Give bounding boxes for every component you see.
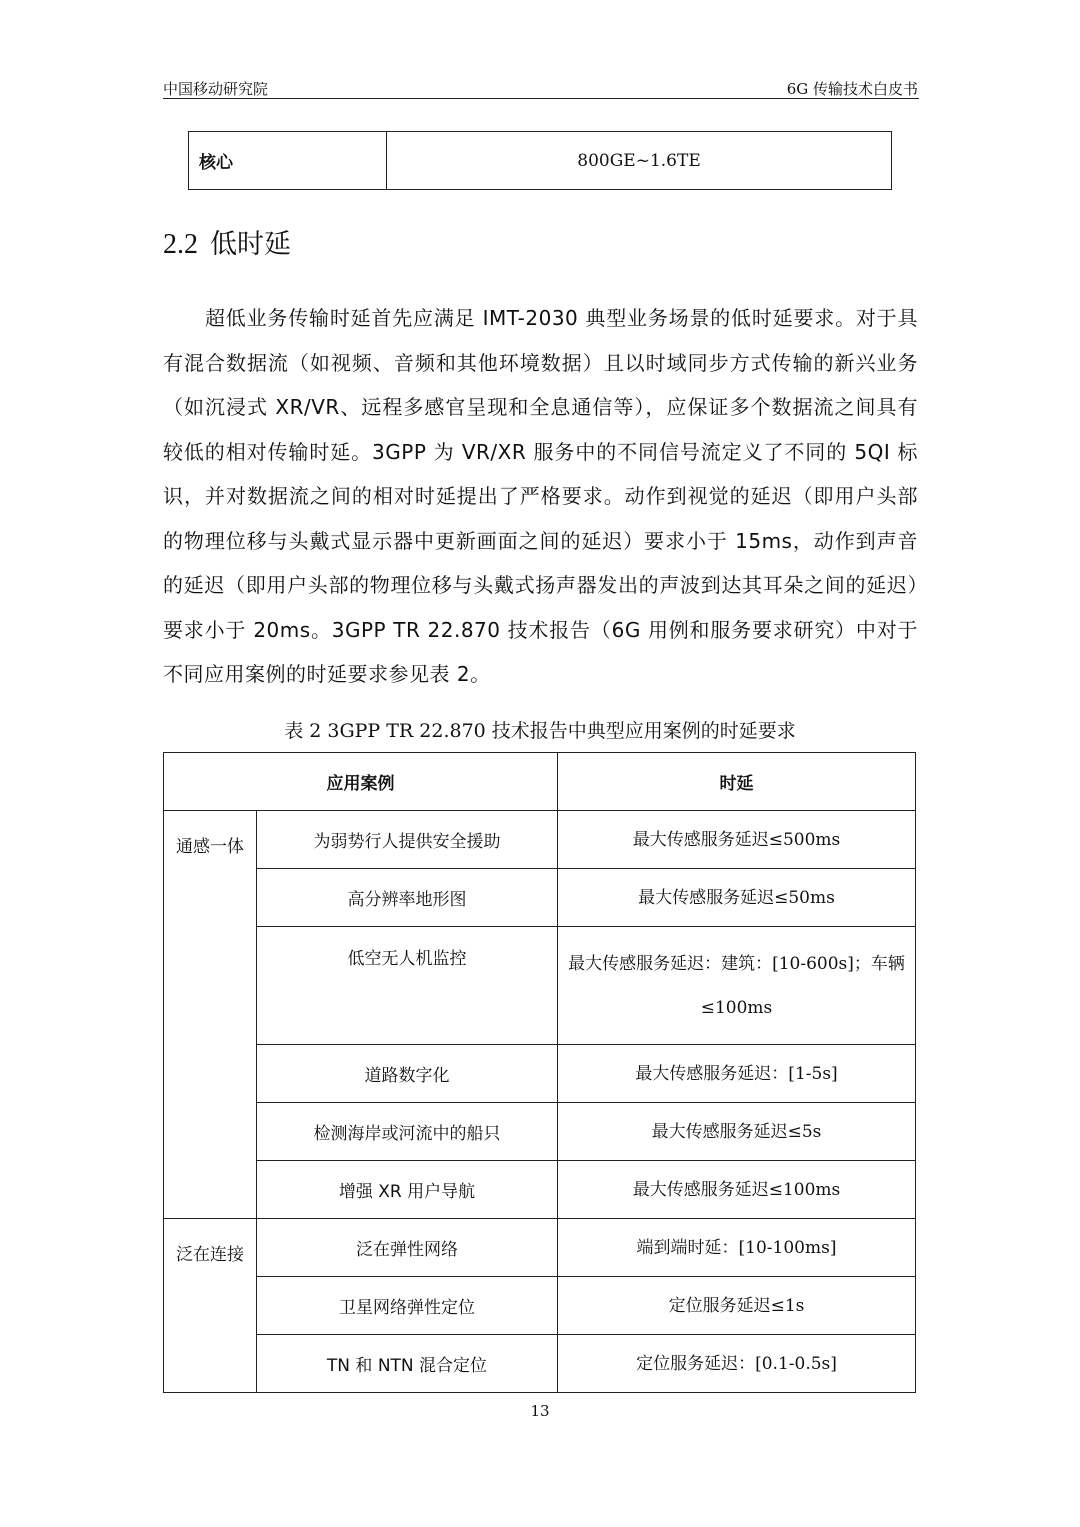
header-document-title: 6G 传输技术白皮书 — [786, 80, 918, 98]
table-row — [164, 1161, 916, 1219]
section-number: 2.2 — [163, 229, 198, 260]
header-divider — [163, 98, 919, 99]
body-paragraph: 超低业务传输时延首先应满足 IMT-2030 典型业务场景的低时延要求。对于具有混合数据流（如视频、音频和其他环境数据）且以时域同步方式传输的新兴业务（如沉浸式 XR/VR、远程多感官呈现和全息通信等），应保证多个数据流之间具有较低的相对传输时延。3GPP 为 VR/XR 服务中的不同信号流定义了不同的 5QI 标识，并对数据流之间的相对时延提出了严格要求。动作到视觉的延迟（即用户头部的物理位移与头戴式显示器中更新画面之间的延迟）要求小于 15ms，动作到声音的延迟（即用户头部的物理位移与头戴式扬声器发出的声波到达其耳朵之间的延迟）要求小于 20ms。3GPP TR 22.870 技术报告（6G 用例和服务要求研究）中对于不同应用案例的时延要求参见表 2。 — [163, 306, 918, 686]
table-cell-value: 800GE~1.6TE — [387, 132, 892, 190]
latency-cell: 定位服务延迟≤1s — [558, 1277, 916, 1335]
header-latency: 时延 — [558, 753, 916, 811]
app-cell: 为弱势行人提供安全援助 — [257, 811, 558, 869]
table-row — [164, 869, 916, 927]
table-row — [164, 1219, 916, 1277]
app-cell: 高分辨率地形图 — [257, 869, 558, 927]
table-caption: 表 2 3GPP TR 22.870 技术报告中典型应用案例的时延要求 — [284, 720, 796, 742]
table-row — [164, 1103, 916, 1161]
table-row — [189, 132, 892, 190]
table-row — [164, 1045, 916, 1103]
latency-cell: 端到端时延：[10-100ms] — [558, 1219, 916, 1277]
latency-cell: 最大传感服务延迟：[1-5s] — [558, 1045, 916, 1103]
table-cell-key: 核心 — [189, 132, 387, 190]
app-cell: 卫星网络弹性定位 — [257, 1277, 558, 1335]
section-heading — [163, 222, 291, 261]
header-organization: 中国移动研究院 — [163, 80, 269, 98]
app-cell: 泛在弹性网络 — [257, 1219, 558, 1277]
app-cell: 增强 XR 用户导航 — [257, 1161, 558, 1219]
table-row — [164, 927, 916, 1045]
latency-table — [163, 752, 916, 1393]
table-row — [164, 1277, 916, 1335]
group-label: 泛在连接 — [164, 1219, 257, 1393]
latency-cell: 最大传感服务延迟≤100ms — [558, 1161, 916, 1219]
table-row — [164, 811, 916, 869]
app-cell: 低空无人机监控 — [257, 927, 558, 1045]
table-header-row — [164, 753, 916, 811]
app-cell: TN 和 NTN 混合定位 — [257, 1335, 558, 1393]
continued-table — [188, 131, 892, 190]
latency-cell: 定位服务延迟：[0.1-0.5s] — [558, 1335, 916, 1393]
app-cell: 道路数字化 — [257, 1045, 558, 1103]
latency-cell: 最大传感服务延迟≤50ms — [558, 869, 916, 927]
latency-cell: 最大传感服务延迟≤500ms — [558, 811, 916, 869]
app-cell: 检测海岸或河流中的船只 — [257, 1103, 558, 1161]
table-row — [164, 1335, 916, 1393]
section-title: 低时延 — [210, 229, 291, 260]
group-label: 通感一体 — [164, 811, 257, 1219]
header-app: 应用案例 — [164, 753, 558, 811]
page-number: 13 — [530, 1402, 550, 1420]
latency-cell: 最大传感服务延迟：建筑：[10-600s]；车辆≤100ms — [558, 927, 916, 1045]
latency-cell: 最大传感服务延迟≤5s — [558, 1103, 916, 1161]
